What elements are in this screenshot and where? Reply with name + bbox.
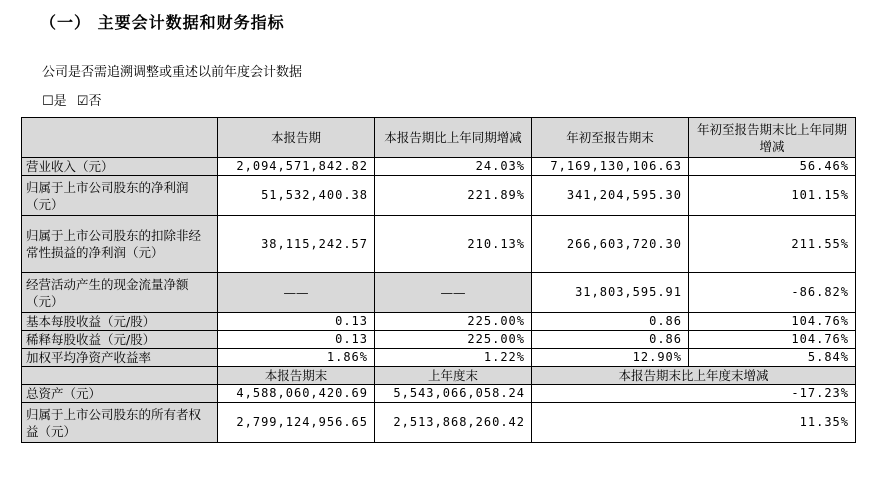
header-current-yoy: 本报告期比上年同期增减 — [375, 118, 532, 158]
cell-value: 211.55% — [689, 216, 856, 273]
cell-value: 0.86 — [532, 313, 689, 331]
row-label: 经营活动产生的现金流量净额（元） — [22, 273, 218, 313]
row-label: 总资产（元） — [22, 385, 218, 403]
table-row — [22, 385, 856, 403]
row-label: 营业收入（元） — [22, 158, 218, 176]
cell-value: 2,799,124,956.65 — [218, 403, 375, 443]
cell-value: 4,588,060,420.69 — [218, 385, 375, 403]
cell-value: 0.13 — [218, 313, 375, 331]
cell-value: 24.03% — [375, 158, 532, 176]
cell-value: 341,204,595.30 — [532, 176, 689, 216]
cell-value: 11.35% — [532, 403, 856, 443]
table-row — [22, 273, 856, 313]
row-label: 归属于上市公司股东的所有者权益（元） — [22, 403, 218, 443]
cell-value: 221.89% — [375, 176, 532, 216]
table-row — [22, 331, 856, 349]
section-title: （一） 主要会计数据和财务指标 — [40, 13, 285, 32]
financial-indicators-table — [21, 117, 856, 443]
table-row — [22, 176, 856, 216]
cell-value: 1.86% — [218, 349, 375, 367]
cell-value: 7,169,130,106.63 — [532, 158, 689, 176]
cell-value: 5.84% — [689, 349, 856, 367]
restatement-question: 公司是否需追溯调整或重述以前年度会计数据 — [42, 65, 303, 80]
cell-value: 210.13% — [375, 216, 532, 273]
table-subheader-row — [22, 367, 856, 385]
row-label: 基本每股收益（元/股） — [22, 313, 218, 331]
table-row — [22, 403, 856, 443]
subheader-empty — [22, 367, 218, 385]
subheader-change: 本报告期末比上年度末增减 — [532, 367, 856, 385]
cell-value: -17.23% — [532, 385, 856, 403]
cell-value: 1.22% — [375, 349, 532, 367]
subheader-period-end: 本报告期末 — [218, 367, 375, 385]
table-row — [22, 158, 856, 176]
restatement-choices — [42, 90, 107, 109]
table-row — [22, 313, 856, 331]
subheader-prior-year-end: 上年度末 — [375, 367, 532, 385]
header-ytd-yoy: 年初至报告期末比上年同期增减 — [689, 118, 856, 158]
header-ytd: 年初至报告期末 — [532, 118, 689, 158]
table-header-row — [22, 118, 856, 158]
row-label: 稀释每股收益（元/股） — [22, 331, 218, 349]
cell-value: 51,532,400.38 — [218, 176, 375, 216]
row-label: 加权平均净资产收益率 — [22, 349, 218, 367]
cell-value: 101.15% — [689, 176, 856, 216]
cell-value: 56.46% — [689, 158, 856, 176]
cell-value: 2,094,571,842.82 — [218, 158, 375, 176]
cell-value: —— — [218, 273, 375, 313]
cell-value: 38,115,242.57 — [218, 216, 375, 273]
choice-no[interactable]: ☑否 — [76, 94, 102, 109]
cell-value: 225.00% — [375, 331, 532, 349]
cell-value: 0.86 — [532, 331, 689, 349]
cell-value: 12.90% — [532, 349, 689, 367]
cell-value: 2,513,868,260.42 — [375, 403, 532, 443]
cell-value: 0.13 — [218, 331, 375, 349]
table-row — [22, 349, 856, 367]
cell-value: —— — [375, 273, 532, 313]
cell-value: 225.00% — [375, 313, 532, 331]
cell-value: 104.76% — [689, 331, 856, 349]
header-empty — [22, 118, 218, 158]
row-label: 归属于上市公司股东的扣除非经常性损益的净利润（元） — [22, 216, 218, 273]
row-label: 归属于上市公司股东的净利润（元） — [22, 176, 218, 216]
cell-value: 5,543,066,058.24 — [375, 385, 532, 403]
choice-yes[interactable]: ☐是 — [42, 94, 67, 109]
cell-value: 31,803,595.91 — [532, 273, 689, 313]
table-row — [22, 216, 856, 273]
cell-value: 104.76% — [689, 313, 856, 331]
header-current-period: 本报告期 — [218, 118, 375, 158]
cell-value: 266,603,720.30 — [532, 216, 689, 273]
cell-value: -86.82% — [689, 273, 856, 313]
